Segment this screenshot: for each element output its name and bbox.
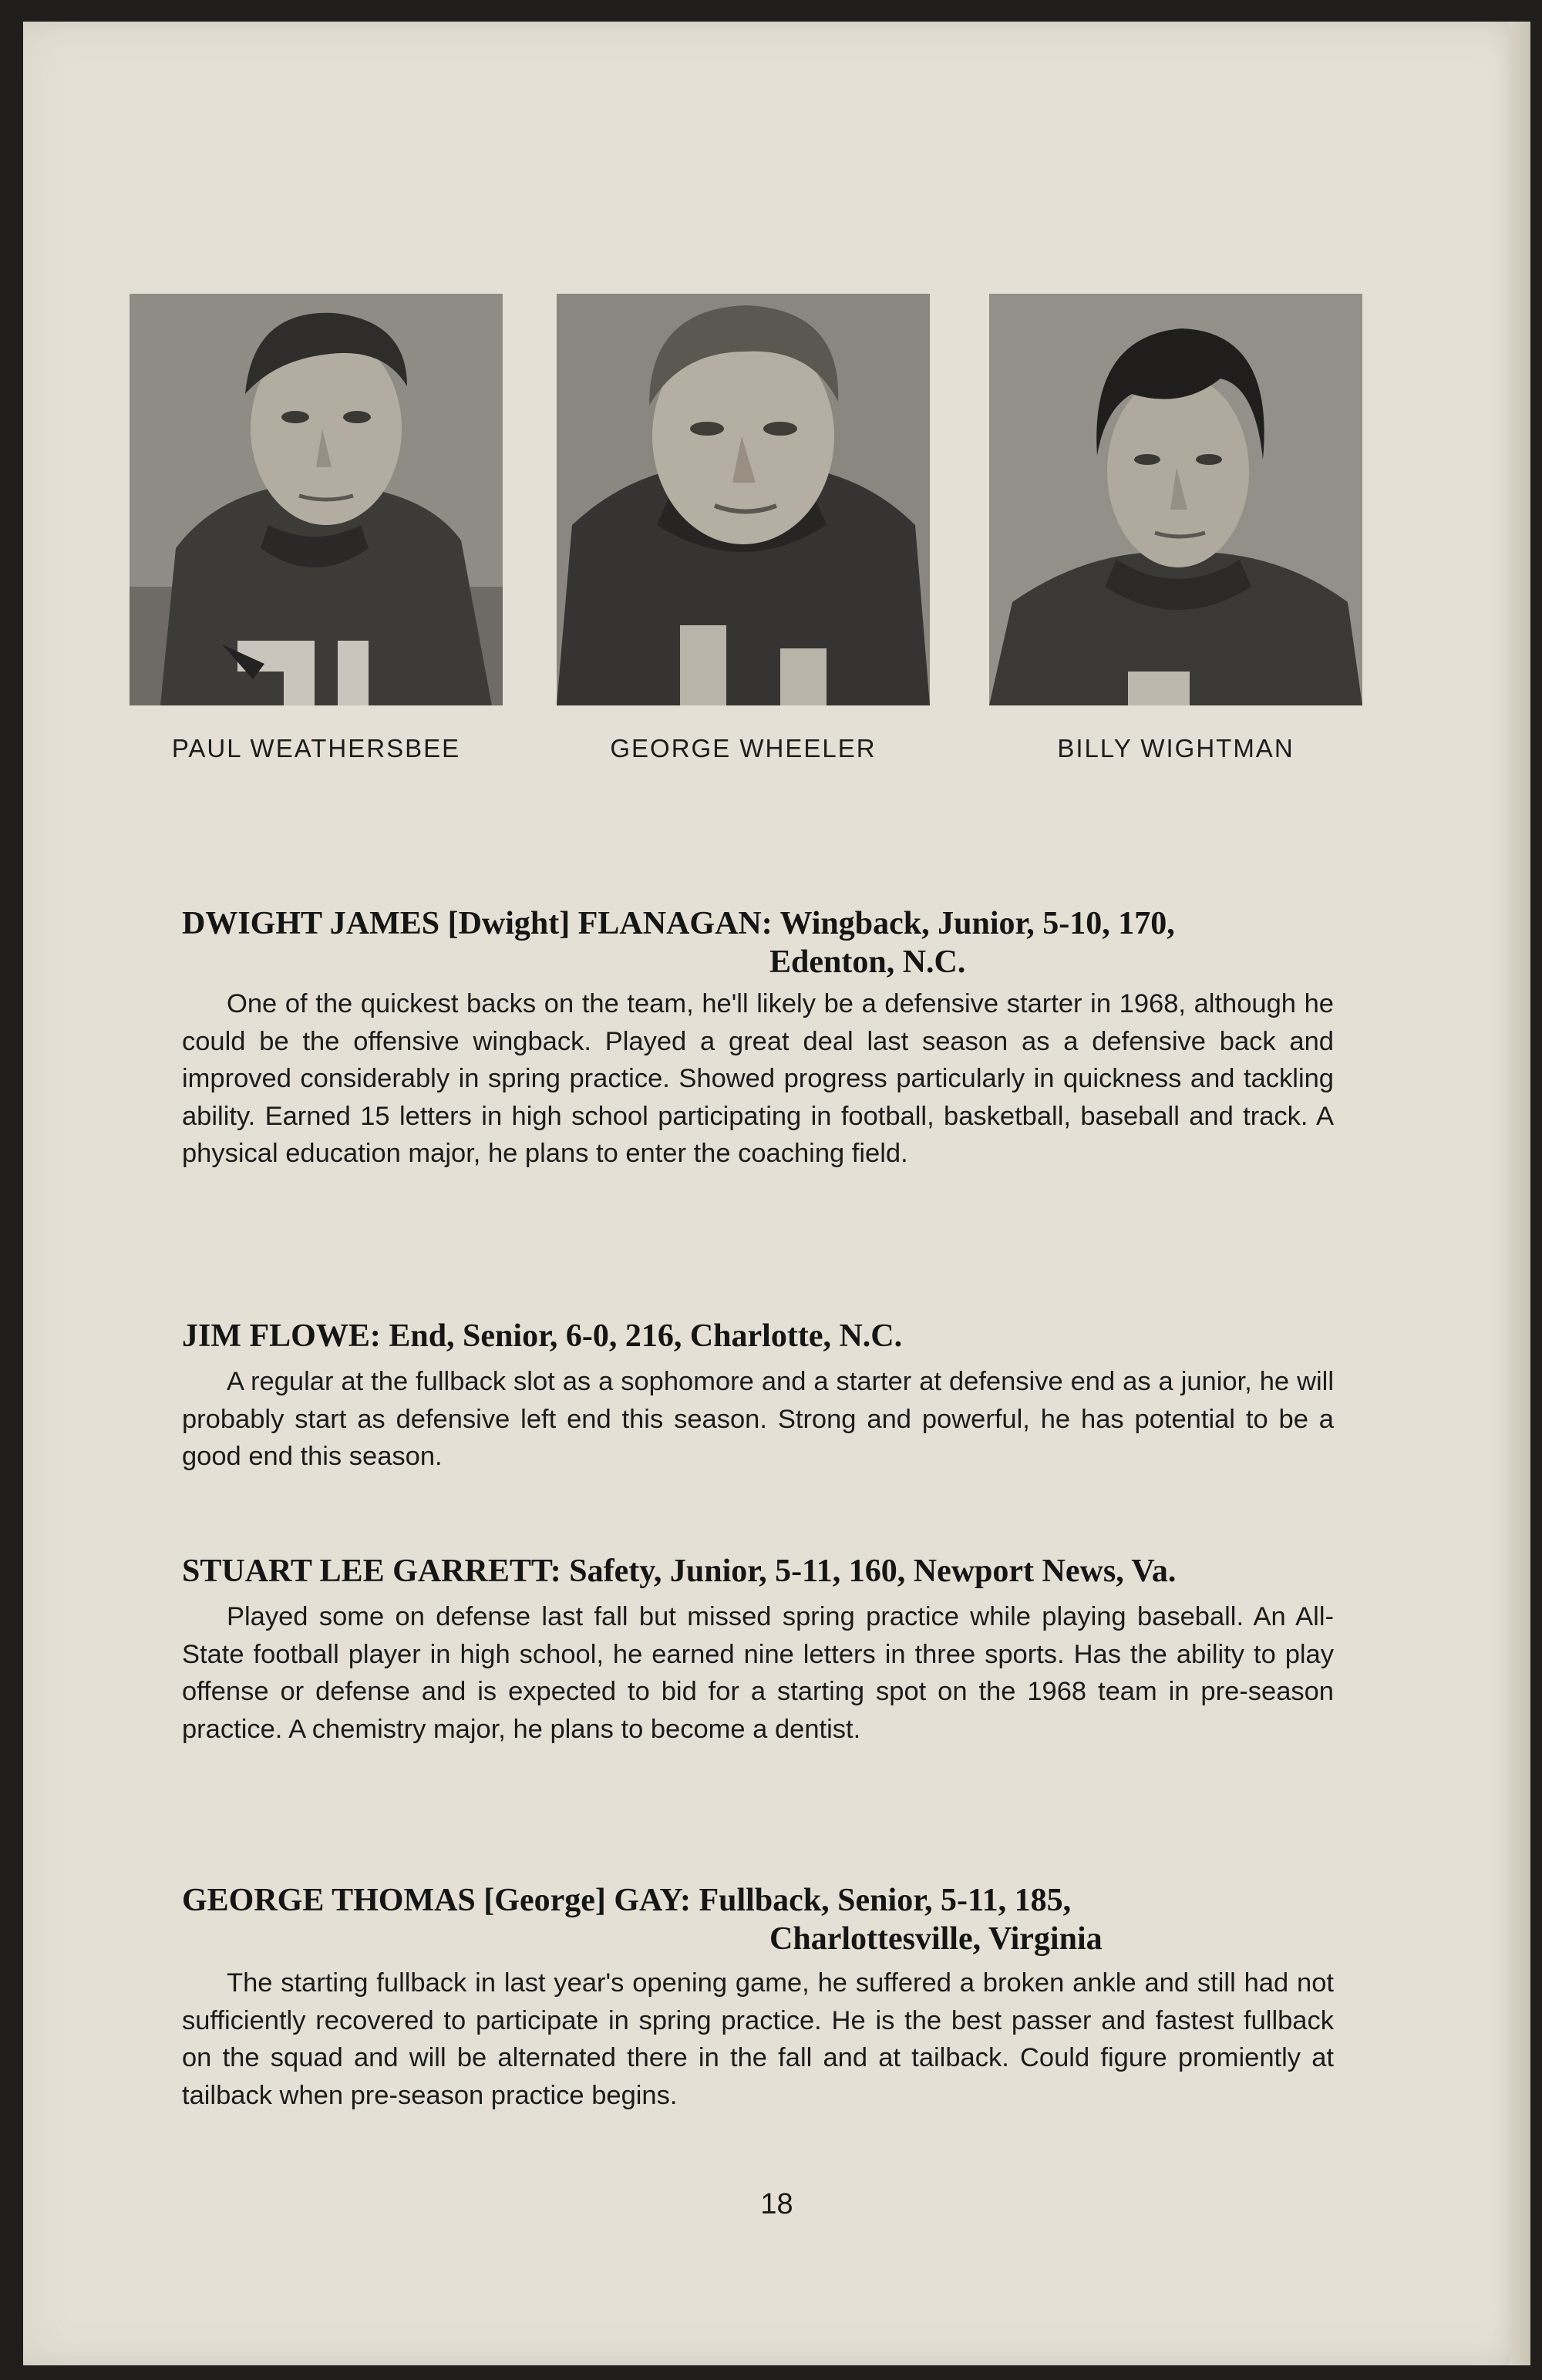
bio-body: A regular at the fullback slot as a sophomore and a starter at defensive end as a junior, he will probably start as defensive left end this season. Strong and powerful, he has potential to be a good end this season. (182, 1367, 1334, 1471)
player-photo-george-wheeler (557, 294, 930, 705)
program-page (23, 22, 1530, 2365)
photo-caption: GEORGE WHEELER (610, 734, 877, 762)
player-photo-paul-weathersbee (130, 294, 503, 705)
page-number: 18 (760, 2188, 793, 2220)
bio-heading: JIM FLOWE: End, Senior, 6-0, 216, Charlotte, N.C. (182, 1318, 903, 1354)
bio-heading-line2: Charlottesville, Virginia (769, 1921, 1103, 1957)
bio-heading: STUART LEE GARRETT: Safety, Junior, 5-11, 160, Newport News, Va. (182, 1554, 1177, 1589)
bio-body: The starting fullback in last year's opening game, he suffered a broken ankle and still had not sufficiently recovered to participate in spring practice. He is the best passer and fastest fullback on the squad and will be alternated there in the fall and at tailback. Could figure promiently at tailback when pre-season practice begins. (182, 1968, 1334, 2110)
page-spine-shadow (1509, 22, 1530, 2365)
bio-body: One of the quickest backs on the team, he'll likely be a defensive starter in 1968, although he could be the offensive wingback. Played a great deal last season as a defensive back and improved considerably in spring practice. Showed progress particularly in quickness and tackling ability. Earned 15 letters in high school participating in football, basketball, baseball and track. A physical education major, he plans to enter the coaching field. (182, 989, 1334, 1168)
photo-caption: BILLY WIGHTMAN (1057, 734, 1295, 762)
bio-heading: GEORGE THOMAS [George] GAY: Fullback, Senior, 5-11, 185, (182, 1883, 1072, 1918)
bio-heading-line2: Edenton, N.C. (769, 944, 966, 980)
bio-body: Played some on defense last fall but missed spring practice while playing baseball. An All-State football player in high school, he earned nine letters in three sports. Has the ability to play offense or defense and is expected to bid for a starting spot on the 1968 team in pre-season practice. A chemistry major, he plans to become a dentist. (182, 1602, 1334, 1744)
photo-caption: PAUL WEATHERSBEE (171, 734, 461, 762)
bio-heading: DWIGHT JAMES [Dwight] FLANAGAN: Wingback, Junior, 5-10, 170, (182, 906, 1175, 941)
player-photo-billy-wightman (989, 294, 1362, 705)
